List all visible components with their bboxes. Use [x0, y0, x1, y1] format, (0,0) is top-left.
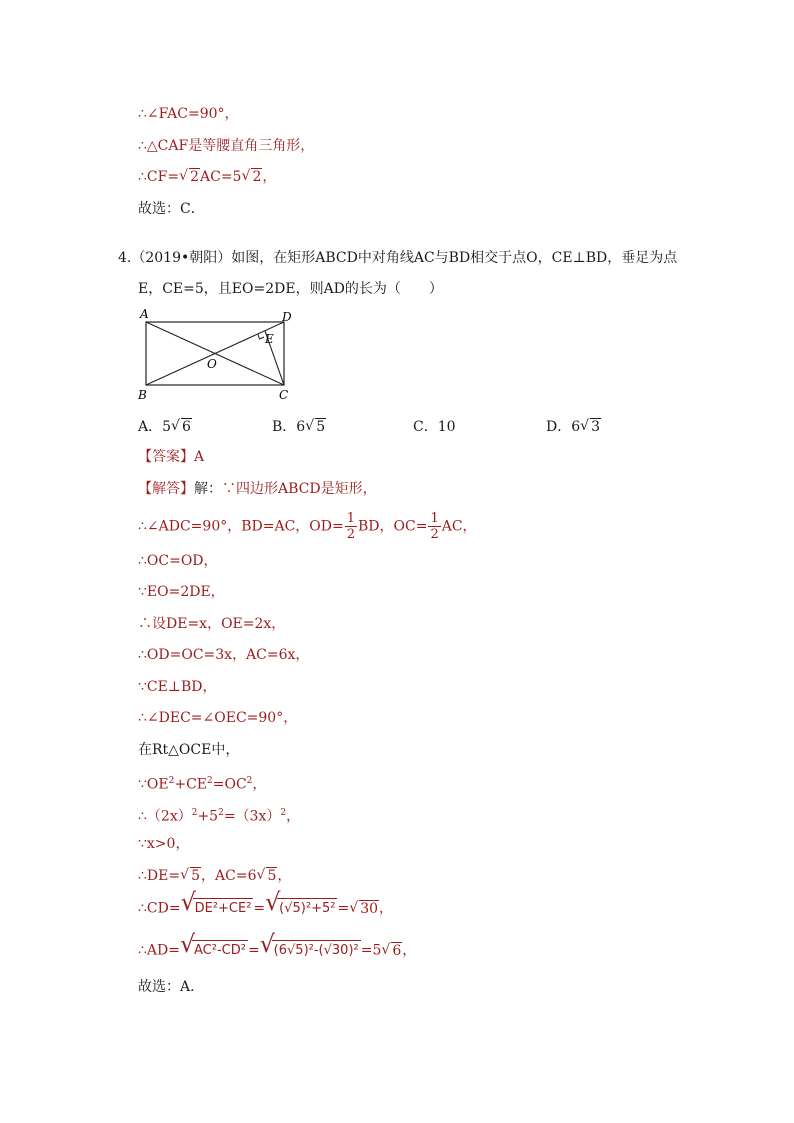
solution-line: ∵x>0， [138, 836, 190, 852]
option-a[interactable]: A．5√ 6 [138, 416, 192, 436]
label-c: C [279, 388, 289, 402]
solution-label: 【解答】 [138, 481, 194, 497]
question-text: E，CE=5，且EO=2DE，则AD的长为（ ） [138, 281, 443, 297]
label-o: O [207, 357, 217, 371]
solution-line: ∴△CAF是等腰直角三角形， [138, 138, 315, 154]
choice-line: 故选：A． [138, 979, 205, 995]
label-b: B [138, 388, 147, 402]
answer-label: 【答案】 [138, 449, 194, 465]
solution-line: ∵EO=2DE， [138, 584, 225, 600]
solution-line: ∴CD=√ DE²+CE² =√ (√5)²+5² =√ 30， [138, 898, 393, 919]
solution-line: 在Rt△OCE中， [138, 742, 240, 758]
option-c[interactable]: C．10 [413, 419, 456, 435]
answer-value: A [194, 449, 205, 465]
solution-line: ∴设DE=x，OE=2x， [138, 616, 286, 632]
solution-line: 【解答】解：∵四边形ABCD是矩形， [138, 481, 377, 497]
solution-line: ∴OC=OD， [138, 553, 218, 569]
solution-line: $\because OE^2+CE^2=OC^2$， [138, 776, 267, 793]
question-text: 4.（2019•朝阳）如图，在矩形ABCD中对角线AC与BD相交于点O，CE⊥BD，垂足为点 [118, 250, 678, 266]
option-b[interactable]: B．6√ 5 [272, 416, 326, 436]
right-angle-mark [258, 335, 264, 340]
option-d[interactable]: D．6√ 3 [546, 416, 601, 436]
label-e: E [265, 332, 274, 346]
label-d: D [282, 310, 292, 324]
solution-line: ∴∠DEC=∠OEC=90°， [138, 710, 298, 726]
rectangle-diagram [134, 305, 304, 405]
solution-line: ∴AD=√ AC²-CD² =√ (6√5)²-(√30)² =5√ 6， [138, 940, 416, 961]
solution-line: $\therefore(2x)^2+5^2=(3x)^2$， [138, 808, 301, 825]
solution-line: ∴DE=√ 5，AC=6√ 5， [138, 866, 291, 886]
solution-line: ∵CE⊥BD， [138, 679, 217, 695]
solution-line: ∴∠FAC=90°， [138, 106, 239, 122]
solution-line: ∴∠ADC=90°，BD=AC，OD= $\frac{1}{2}$ BD，OC= $\frac{1}{2}$ AC， [138, 511, 477, 542]
label-a: A [140, 307, 149, 321]
choice-line: 故选：C． [138, 201, 205, 217]
answer-line [138, 447, 204, 467]
solution-line: ∴OD=OC=3x，AC=6x， [138, 647, 310, 663]
solution-line: ∴CF=√ 2AC=5√ 2， [138, 167, 276, 187]
